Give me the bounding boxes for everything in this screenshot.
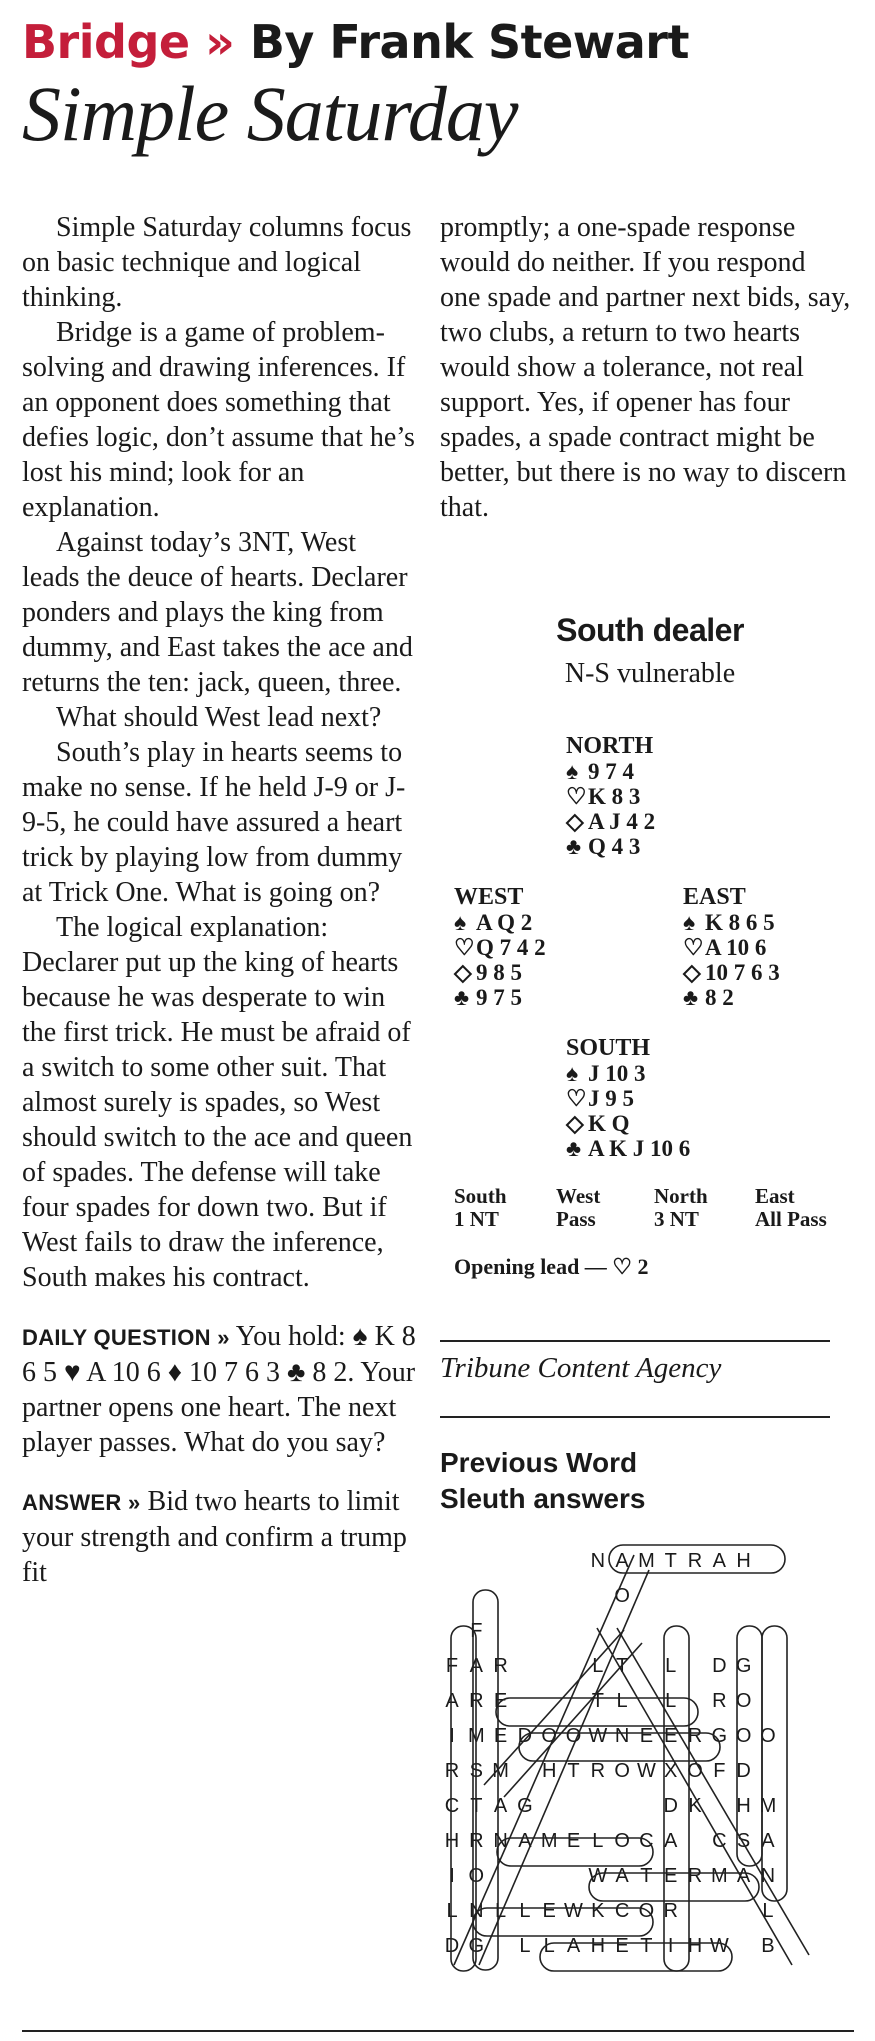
- spade-icon: ♠: [566, 1061, 579, 1086]
- grid-letter: O: [735, 1725, 752, 1747]
- grid-letter: L: [446, 1900, 458, 1922]
- grid-letter: O: [760, 1725, 776, 1747]
- grid-letter: G: [735, 1655, 752, 1677]
- diamond-icon: ◇: [683, 960, 701, 985]
- grid-letter: D: [444, 1935, 460, 1957]
- club-icon: ♣: [454, 985, 470, 1010]
- grid-letter: O: [614, 1585, 630, 1607]
- grid-letter: L: [543, 1935, 555, 1957]
- grid-letter: T: [640, 1865, 653, 1887]
- hearts-holding: Q 7 4 2: [476, 935, 546, 960]
- grid-letter: N: [760, 1865, 776, 1887]
- hearts-holding: A 10 6: [705, 935, 767, 960]
- grid-letter: T: [664, 1550, 677, 1572]
- grid-letter: G: [711, 1725, 728, 1747]
- grid-letter: O: [638, 1900, 655, 1922]
- grid-letter: M: [540, 1830, 558, 1852]
- headline: Simple Saturday: [22, 70, 518, 157]
- grid-letter: G: [517, 1795, 533, 1817]
- grid-letter: R: [590, 1760, 606, 1782]
- grid-letter: R: [663, 1900, 678, 1922]
- grid-letter: O: [541, 1725, 557, 1747]
- grid-letter: E: [615, 1935, 629, 1957]
- grid-letter: A: [615, 1865, 629, 1887]
- grid-letter: L: [616, 1690, 628, 1712]
- grid-letter: H: [736, 1550, 751, 1572]
- dealer-label: South dealer: [556, 612, 744, 648]
- spades-holding: A Q 2: [476, 910, 533, 935]
- grid-letter: T: [591, 1690, 604, 1712]
- club-icon: ♣: [566, 834, 582, 859]
- auction-seat: East: [755, 1184, 795, 1208]
- grid-letter: L: [665, 1690, 677, 1712]
- grid-letter: E: [493, 1725, 508, 1747]
- grid-letter: W: [588, 1725, 608, 1747]
- answer-loops: [451, 1545, 809, 1971]
- grid-letter: W: [564, 1900, 583, 1922]
- grid-letter: E: [664, 1865, 678, 1887]
- spade-icon: ♠: [454, 910, 467, 935]
- hearts-holding: K 8 3: [588, 784, 641, 809]
- grid-letter: D: [712, 1655, 727, 1677]
- grid-letter: M: [492, 1760, 509, 1782]
- auction-column: [654, 1185, 708, 1231]
- paragraph: What should West lead next?: [56, 702, 382, 733]
- grid-letter: T: [470, 1795, 483, 1817]
- auction-column: [755, 1185, 827, 1231]
- hand-name: NORTH: [566, 733, 654, 759]
- grid-letter: H: [590, 1935, 606, 1957]
- grid-letter: A: [518, 1830, 532, 1852]
- club-icon: ♣: [683, 985, 699, 1010]
- vulnerability-label: N-S vulnerable: [564, 658, 736, 689]
- club-icon: ♣: [566, 1136, 582, 1161]
- grid-letter: H: [541, 1760, 557, 1782]
- word-sleuth-title-line: Sleuth answers: [440, 1483, 646, 1514]
- heart-icon: ♡: [454, 935, 475, 960]
- grid-letter: L: [592, 1655, 604, 1677]
- heart-icon: ♡: [566, 784, 587, 809]
- grid-letter: E: [493, 1690, 508, 1712]
- grid-letter: A: [761, 1830, 775, 1852]
- paragraph: Against today’s 3NT, West leads the deuce of hearts. Declarer ponders and plays the king from dummy, and East takes the ace and returns the ten: jack, queen, three.: [22, 527, 413, 698]
- grid-letter: D: [663, 1795, 678, 1817]
- grid-letter: A: [445, 1690, 459, 1712]
- grid-letter: L: [665, 1655, 677, 1677]
- column-right: [440, 210, 852, 525]
- grid-letter: L: [519, 1900, 531, 1922]
- hand-east: [683, 885, 780, 1010]
- grid-letter: E: [566, 1830, 581, 1852]
- grid-letter: L: [592, 1830, 604, 1852]
- clubs-holding: A K J 10 6: [588, 1136, 691, 1161]
- divider: [440, 1416, 830, 1418]
- grid-letters: [445, 1550, 776, 1957]
- grid-letter: W: [636, 1760, 656, 1782]
- grid-letter: A: [493, 1795, 508, 1817]
- answer-loop: [759, 1626, 787, 1901]
- grid-letter: H: [687, 1935, 703, 1957]
- paragraph: Bridge is a game of problem-solving and drawing inferences. If an opponent does something that defies logic, don’t assume that he’s lost his mind; look for an explanation.: [22, 317, 415, 523]
- hearts-holding: J 9 5: [588, 1086, 634, 1111]
- paragraph: Simple Saturday columns focus on basic technique and logical thinking.: [22, 212, 412, 313]
- grid-letter: R: [493, 1655, 508, 1677]
- grid-letter: E: [542, 1900, 556, 1922]
- grid-letter: S: [736, 1830, 751, 1852]
- spade-icon: ♠: [683, 910, 696, 935]
- hand-south: [566, 1036, 690, 1161]
- spades-holding: 9 7 4: [588, 759, 634, 784]
- auction-call: 3 NT: [654, 1207, 699, 1231]
- diamonds-holding: A J 4 2: [588, 809, 656, 834]
- grid-letter: R: [687, 1725, 703, 1747]
- paragraph: The logical explanation: Declarer put up the king of hearts because he was desperate to win the first trick. He must be afraid of a switch to some other suit. That almost surely is spades, so West should switch to the ace and queen of spades. The defense will take four spades for down two. But if West fails to draw the inference, South makes his contract.: [22, 912, 413, 1293]
- grid-letter: N: [469, 1900, 484, 1922]
- grid-letter: W: [588, 1865, 608, 1887]
- section-name: Bridge »: [22, 15, 235, 69]
- grid-letter: R: [712, 1690, 727, 1712]
- grid-letter: O: [614, 1830, 630, 1852]
- diamonds-holding: K Q: [588, 1111, 630, 1136]
- grid-letter: R: [687, 1865, 703, 1887]
- paragraph: promptly; a one-spade response would do neither. If you respond one spade and partner next bids, say, two clubs, a return to two hearts would show a tolerance, not real support. Yes, if opener has four spades, a spade contract might be better, but there is no way to discern that.: [440, 212, 851, 523]
- auction-column: [454, 1185, 507, 1231]
- grid-letter: O: [735, 1690, 752, 1712]
- clubs-holding: 8 2: [705, 985, 734, 1010]
- grid-letter: C: [639, 1830, 654, 1852]
- bridge-diagram: [440, 612, 860, 1312]
- article-header: [22, 14, 862, 160]
- hand-name: EAST: [683, 884, 746, 910]
- auction-seat: South: [454, 1184, 507, 1208]
- agency-credit: Tribune Content Agency: [440, 1352, 722, 1384]
- auction-seat: West: [556, 1184, 601, 1208]
- grid-letter: R: [444, 1760, 460, 1782]
- auction-seat: North: [654, 1184, 708, 1208]
- grid-letter: C: [614, 1900, 630, 1922]
- grid-letter: A: [615, 1550, 629, 1572]
- grid-letter: T: [567, 1760, 580, 1782]
- auction-call: All Pass: [755, 1207, 827, 1231]
- grid-letter: X: [664, 1760, 678, 1782]
- hand-name: SOUTH: [566, 1035, 651, 1061]
- daily-question-text: You hold: ♠ K 8 6 5 ♥ A 10 6 ♦ 10 7 6 3 ♣ 8 2. Your partner opens one heart. The next player passes. What do you say?: [22, 1321, 416, 1458]
- spades-holding: J 10 3: [588, 1061, 646, 1086]
- grid-letter: B: [761, 1935, 775, 1957]
- grid-letter: H: [444, 1830, 460, 1852]
- grid-letter: R: [469, 1830, 484, 1852]
- daily-question: [22, 1319, 417, 1460]
- grid-letter: I: [449, 1725, 455, 1747]
- grid-letter: A: [469, 1655, 483, 1677]
- diamond-icon: ◇: [566, 809, 584, 834]
- answer-label: ANSWER »: [22, 1490, 141, 1515]
- auction-column: [556, 1185, 600, 1231]
- grid-letter: F: [713, 1760, 726, 1782]
- grid-letter: O: [565, 1725, 582, 1747]
- grid-letter: O: [614, 1760, 630, 1782]
- grid-letter: D: [736, 1760, 751, 1782]
- grid-letter: R: [687, 1550, 703, 1572]
- grid-letter: F: [445, 1655, 459, 1677]
- grid-letter: L: [762, 1900, 774, 1922]
- grid-letter: W: [709, 1935, 729, 1957]
- grid-letter: M: [467, 1725, 485, 1747]
- grid-letter: A: [566, 1935, 581, 1957]
- hand-north: [566, 734, 655, 859]
- grid-letter: F: [470, 1620, 483, 1642]
- heart-icon: ♡: [566, 1086, 587, 1111]
- paragraph: South’s play in hearts seems to make no sense. If he held J-9 or J-9-5, he could have assured a heart trick by playing low from dummy at Trick One. What is going on?: [22, 737, 406, 908]
- hand-west: [454, 885, 546, 1010]
- grid-letter: A: [712, 1550, 726, 1572]
- grid-letter: T: [615, 1655, 629, 1677]
- grid-letter: N: [614, 1725, 630, 1747]
- clubs-holding: 9 7 5: [476, 985, 522, 1010]
- hand-name: WEST: [454, 884, 524, 910]
- spade-icon: ♠: [566, 759, 579, 784]
- grid-letter: N: [590, 1550, 606, 1572]
- grid-letter: C: [444, 1795, 460, 1817]
- grid-letter: M: [710, 1865, 728, 1887]
- answer: [22, 1484, 417, 1590]
- grid-letter: A: [736, 1865, 751, 1887]
- grid-letter: G: [468, 1935, 485, 1957]
- kicker: [22, 14, 862, 70]
- byline: By Frank Stewart: [249, 15, 689, 69]
- column-left: [22, 210, 417, 1590]
- grid-letter: M: [638, 1550, 655, 1572]
- grid-letter: H: [736, 1795, 751, 1817]
- grid-letter: L: [519, 1935, 531, 1957]
- grid-letter: K: [688, 1795, 702, 1817]
- grid-letter: S: [469, 1760, 483, 1782]
- grid-letter: A: [664, 1830, 678, 1852]
- daily-question-label: DAILY QUESTION »: [22, 1325, 230, 1350]
- grid-letter: O: [468, 1865, 485, 1887]
- grid-letter: E: [664, 1725, 678, 1747]
- grid-letter: T: [640, 1935, 653, 1957]
- auction-call: 1 NT: [454, 1207, 499, 1231]
- divider: [440, 1340, 830, 1342]
- answer-text: Bid two hearts to limit your strength and confirm a trump fit: [22, 1486, 407, 1588]
- diamonds-holding: 10 7 6 3: [705, 960, 780, 985]
- word-sleuth-title: [440, 1445, 645, 1517]
- diamond-icon: ◇: [454, 960, 472, 985]
- grid-letter: I: [449, 1865, 455, 1887]
- grid-letter: D: [517, 1725, 533, 1747]
- grid-letter: I: [667, 1935, 674, 1957]
- diamond-icon: ◇: [566, 1111, 584, 1136]
- word-sleuth-title-line: Previous Word: [440, 1447, 638, 1478]
- spades-holding: K 8 6 5: [705, 910, 775, 935]
- grid-letter: L: [495, 1900, 507, 1922]
- grid-letter: C: [712, 1830, 727, 1852]
- grid-letter: N: [493, 1830, 508, 1852]
- diamonds-holding: 9 8 5: [476, 960, 522, 985]
- grid-letter: R: [469, 1690, 484, 1712]
- grid-letter: E: [639, 1725, 654, 1747]
- bottom-divider: [22, 2030, 854, 2032]
- heart-icon: ♡: [683, 935, 704, 960]
- word-sleuth-grid: [434, 1535, 834, 2000]
- grid-letter: K: [591, 1900, 605, 1922]
- clubs-holding: Q 4 3: [588, 834, 641, 859]
- auction-call: Pass: [556, 1207, 596, 1231]
- opening-lead: Opening lead — ♡ 2: [454, 1254, 649, 1279]
- grid-letter: O: [687, 1760, 703, 1782]
- grid-letter: M: [759, 1795, 777, 1817]
